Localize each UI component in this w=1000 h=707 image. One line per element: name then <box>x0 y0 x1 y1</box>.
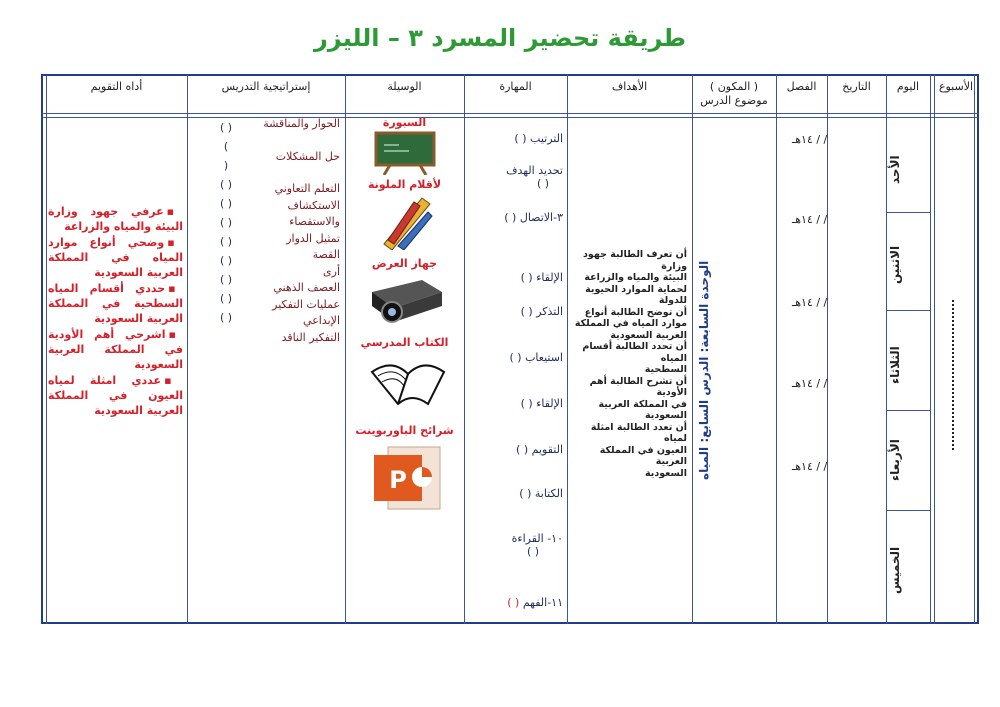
strategy-checkbox[interactable]: ( ) <box>219 292 233 305</box>
evaluation-item: ▪وضحي أنواع موارد المياه في المملكة العربية السعودية <box>48 236 183 279</box>
header-strategy: إستراتيجية التدريس <box>221 80 311 93</box>
objective-line: أن تعدد الطالبة امثلة لمياه <box>590 421 687 444</box>
day-divider <box>886 310 930 311</box>
day-divider <box>886 212 930 213</box>
date-tuesday: / / ١٤هـ <box>792 296 828 309</box>
strategy-item: والاستقصاء <box>289 215 340 228</box>
date-thursday: / / ١٤هـ <box>792 460 828 473</box>
projector-icon <box>366 270 446 330</box>
strategy-checkbox[interactable]: ( ) <box>219 121 233 134</box>
evaluation-item: ▪حددي أقسام المياه السطحية في المملكة العربية السعودية <box>48 282 183 325</box>
objectives-text <box>571 249 687 479</box>
objective-line: أن تحدد الطالبة أقسام المياه <box>582 341 687 364</box>
header-day: اليوم <box>896 80 920 93</box>
column-divider <box>464 74 465 624</box>
date-wednesday: / / ١٤هـ <box>792 377 828 390</box>
objective-line: لحماية الموارد الحيوية للدولة <box>585 283 687 306</box>
date-monday: / / ١٤هـ <box>792 213 828 226</box>
skill-item: تحديد الهدف ( ) <box>506 164 563 190</box>
skill-item: الكتابة ( ) <box>519 487 563 500</box>
blackboard-icon <box>374 131 436 179</box>
column-divider <box>934 74 935 624</box>
header-divider <box>41 117 979 118</box>
column-divider <box>567 74 568 624</box>
pencils-icon <box>378 192 436 254</box>
header-divider <box>41 113 979 114</box>
strategy-item: حل المشكلات <box>275 149 340 163</box>
column-divider <box>692 74 693 624</box>
aid-label: شرائح الباوربوينت <box>355 424 454 437</box>
aid-label: السبورة <box>382 116 427 129</box>
strategy-item: القصة <box>312 248 340 261</box>
day-divider <box>886 510 930 511</box>
header-date: التاريخ <box>842 80 871 93</box>
skill-item: الإلقاء ( ) <box>520 271 563 284</box>
day-sunday: الأحد <box>888 155 902 185</box>
header-lesson-topic: موضوع الدرس <box>700 94 768 107</box>
skill-item: ٣-الاتصال ( ) <box>504 211 563 224</box>
skill-item: استيعاب ( ) <box>509 351 563 364</box>
day-divider <box>886 410 930 411</box>
svg-text:P: P <box>389 466 407 494</box>
header-objectives: الأهداف <box>611 80 648 93</box>
aid-label: جهاز العرض <box>371 257 438 270</box>
skill-item: الترتيب ( ) <box>514 132 563 145</box>
objective-line: العربية السعودية <box>610 329 687 341</box>
aid-label: لأقلام الملونة <box>367 178 442 191</box>
header-component: ( المكون ) <box>709 80 759 93</box>
strategy-item: العصف الذهني <box>273 281 340 294</box>
evaluation-item: ▪عددي امثلة لمياه العيون في المملكة العربية السعودية <box>48 374 183 417</box>
book-icon <box>368 352 448 412</box>
header-skill: المهارة <box>499 80 532 93</box>
strategy-item: التعلم التعاوني <box>274 182 340 195</box>
strategy-item: أرى <box>323 264 340 278</box>
objective-line: السطحية <box>644 364 687 375</box>
header-aid: الوسيلة <box>387 80 422 93</box>
skill-item: ١٠- القراءة ( ) <box>511 532 563 558</box>
strategy-item: عمليات التفكير <box>272 297 340 311</box>
column-divider <box>345 74 346 624</box>
page-title: طريقة تحضير المسرد ٣ – الليزر <box>313 24 687 52</box>
strategy-checkbox[interactable]: ( ) <box>219 216 233 229</box>
column-divider <box>827 74 828 624</box>
objective-line: موارد المياه في المملكة <box>574 318 687 329</box>
strategy-item: الاستكشاف <box>287 198 340 212</box>
skill-item: التقويم ( ) <box>516 443 563 456</box>
aid-label: الكتاب المدرسي <box>360 336 449 349</box>
strategy-checkbox[interactable]: ( ) <box>219 311 233 324</box>
strategy-item: الإبداعي <box>303 314 340 327</box>
day-wednesday: الأربعاء <box>888 439 902 481</box>
strategy-item: الحوار والمناقشة <box>263 117 340 130</box>
column-divider <box>886 74 887 624</box>
column-divider <box>776 74 777 624</box>
skill-item: ١١-الفهم ( ) <box>507 596 563 609</box>
header-lesson <box>692 80 776 108</box>
day-thursday: الخميس <box>888 546 902 594</box>
objective-line: أن توضح الطالبة أنواع <box>584 306 687 318</box>
strategy-checkbox[interactable]: ( ) <box>219 254 233 267</box>
powerpoint-icon <box>372 445 442 515</box>
strategy-checkbox[interactable]: ( ) <box>219 273 233 286</box>
header-evaluation: أداه التقويم <box>90 80 143 93</box>
header-week: الأسبوع <box>938 80 974 93</box>
strategy-item: التفكير الناقد <box>281 330 340 344</box>
objective-line: السعودية <box>644 467 687 479</box>
column-divider <box>974 74 975 624</box>
day-tuesday: الثلاثاء <box>888 346 902 384</box>
strategy-item: تمثيل الدوار <box>286 231 340 245</box>
skill-item: التذكر ( ) <box>520 305 563 318</box>
evaluation-item: ▪عرفي جهود وزارة البيئة والمياه والزراعة <box>48 205 183 233</box>
strategy-checkbox[interactable]: ( ) <box>219 197 233 210</box>
strategy-checkbox[interactable]: ( ) <box>219 235 233 248</box>
evaluation-list <box>48 204 183 419</box>
column-divider <box>187 74 188 624</box>
strategy-checkbox[interactable]: ) <box>223 140 229 153</box>
strategy-checkbox[interactable]: ( ) <box>219 178 233 191</box>
unit-lesson-title: الوحدة السابعة: الدرس السابع: المياه <box>697 260 711 480</box>
objective-line: العيون في المملكة العربية <box>599 444 687 467</box>
column-divider <box>930 74 931 624</box>
objective-line: البيئة والمياه والزراعة <box>584 272 687 283</box>
evaluation-item: ▪اشرحي أهم الأودية في المملكة العربية السعودية <box>48 328 183 371</box>
strategy-checkbox[interactable]: ( <box>223 159 229 172</box>
objective-line: أن تشرح الطالبة أهم الأودية <box>589 375 687 398</box>
strategy-checkboxes <box>206 118 246 327</box>
objective-line: في المملكة العربية السعودية <box>598 398 687 421</box>
skill-item: الإلقاء ( ) <box>520 397 563 410</box>
day-monday: الاثنين <box>888 245 902 285</box>
column-divider <box>46 74 47 624</box>
header-class: الفصل <box>786 80 817 93</box>
week-placeholder-line <box>952 300 954 450</box>
date-sunday: / / ١٤هـ <box>792 133 828 146</box>
objective-line: أن تعرف الطالبة جهود وزارة <box>583 249 687 272</box>
strategies-list <box>250 116 340 346</box>
